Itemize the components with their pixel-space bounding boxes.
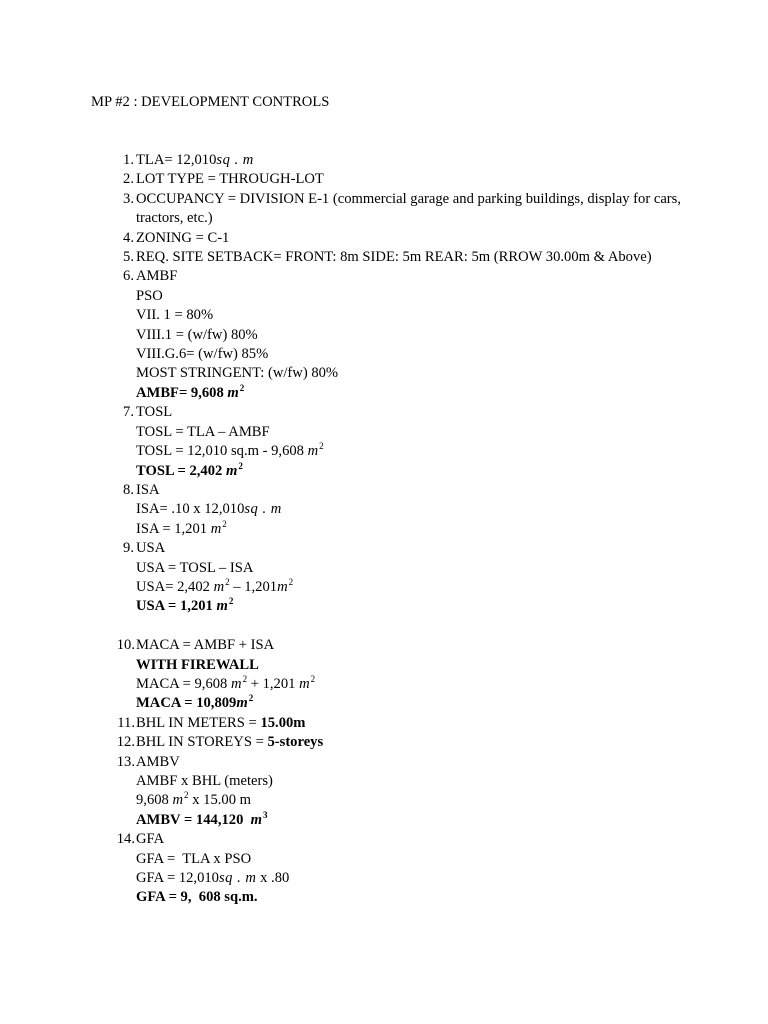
list-item-bhl-storeys [116, 733, 696, 752]
tla-unit: sq . m [216, 152, 254, 168]
item-number: 10. [116, 637, 135, 654]
list-item-setback [123, 248, 696, 267]
list-item-lot-type [123, 170, 696, 189]
bhl-storeys-text: BHL IN STOREYS = [136, 734, 268, 751]
item-number: 9. [123, 540, 134, 557]
ambv-calc: 9,608 [136, 792, 169, 809]
maca-calc: MACA = 9,608 [136, 675, 228, 692]
usa-heading: USA [136, 540, 166, 557]
spacer [136, 617, 696, 636]
item-number: 3. [123, 190, 134, 207]
development-controls-list [116, 151, 696, 908]
item-number: 6. [123, 268, 134, 285]
list-item-ambf: 6. AMBF PSO VII. 1 = 80% VIII.1 = (w/fw) 80% VIII.G.6= (w/fw) 85% MOST STRINGENT: (w/fw) 80% AMBF= 9,608 $m^2$ [136, 267, 696, 403]
ambv-result: AMBV = 144,120 [136, 811, 244, 828]
maca-subheading: WITH FIREWALL [136, 656, 259, 673]
ambf-line: VIII.G.6= (w/fw) 85% [136, 346, 269, 363]
list-item-isa: 8. ISA ISA= .10 x 12,010sq . m ISA = 1,201 $m^2$ [136, 481, 696, 539]
list-item-tla [123, 151, 696, 170]
ambv-formula: AMBF x BHL (meters) [136, 772, 273, 789]
ambf-line: VII. 1 = 80% [136, 307, 214, 324]
list-item-maca: 10. MACA = AMBF + ISA WITH FIREWALL MACA = 9,608 $m^2 + 1,201$ $m^2$ MACA = $10,809m^2$ [136, 636, 696, 714]
tosl-result: TOSL = 2,402 [136, 462, 223, 479]
zoning-text: ZONING = C-1 [136, 229, 230, 246]
tosl-formula: TOSL = TLA – AMBF [136, 423, 270, 440]
gfa-calc: GFA = 12,010 [136, 870, 219, 887]
lot-type-text: LOT TYPE = THROUGH-LOT [136, 171, 324, 188]
item-number: 4. [123, 229, 134, 246]
list-item-ambv: 13. AMBV AMBF x BHL (meters) 9,608 $m^2$ x 15.00 m AMBV = 144,120 $m^3$ [136, 753, 696, 831]
setback-text: REQ. SITE SETBACK= FRONT: 8m SIDE: 5m REAR: 5m (RROW 30.00m & Above) [136, 249, 652, 266]
bhl-storeys-value: 5-storeys [267, 734, 324, 751]
ambv-heading: AMBV [136, 753, 180, 770]
gfa-formula: GFA = TLA x PSO [136, 850, 252, 867]
tosl-calc: TOSL = 12,010 sq.m - 9,608 [136, 443, 304, 460]
list-item-occupancy [123, 190, 696, 229]
ambf-line: PSO [136, 287, 163, 304]
item-number: 11. [117, 714, 135, 731]
item-number: 14. [116, 831, 135, 848]
isa-formula: ISA= .10 x 12,010 [136, 501, 245, 518]
maca-result: MACA = 10,809 [136, 695, 237, 712]
ambf-heading: AMBF [136, 268, 178, 285]
item-number: 13. [116, 753, 135, 770]
item-number: 7. [123, 404, 134, 421]
ambf-line: MOST STRINGENT: (w/fw) 80% [136, 365, 339, 382]
list-item-tosl: 7. TOSL TOSL = TLA – AMBF TOSL = 12,010 sq.m - 9,608 $m^2$ TOSL = 2,402 $m^2$ [136, 403, 696, 481]
usa-result: USA = 1,201 [136, 598, 213, 615]
list-item-gfa: 14. GFA GFA = TLA x PSO GFA = 12,010sq . m x .80 GFA = 9, 608 sq.m. [136, 830, 696, 908]
tla-text: TLA= 12,010 [136, 152, 217, 168]
isa-heading: ISA [136, 481, 160, 498]
list-item-zoning [123, 229, 696, 248]
isa-result: ISA = 1,201 [136, 520, 208, 537]
item-number: 5. [123, 249, 134, 266]
bhl-meters-value: 15.00m [260, 714, 306, 731]
usa-calc: USA= 2,402 [136, 578, 210, 595]
ambf-line: VIII.1 = (w/fw) 80% [136, 326, 258, 343]
item-number: 8. [123, 481, 134, 498]
document-title: MP #2 : DEVELOPMENT CONTROLS [91, 94, 330, 110]
item-number: 12. [116, 734, 135, 751]
usa-formula: USA = TOSL – ISA [136, 559, 254, 576]
occupancy-text: OCCUPANCY = DIVISION E-1 (commercial garage and parking buildings, display for cars, tractors, etc.) [136, 190, 681, 227]
bhl-meters-text: BHL IN METERS = [136, 714, 261, 731]
maca-heading: MACA = AMBF + ISA [136, 637, 275, 654]
item-number: 1. [123, 152, 134, 168]
gfa-heading: GFA [136, 831, 165, 848]
ambf-result: AMBF= 9,608 [136, 384, 224, 401]
item-number: 2. [123, 171, 134, 188]
gfa-result: GFA = 9, 608 sq.m. [136, 889, 258, 906]
list-item-usa: 9. USA USA = TOSL – ISA USA= 2,402 $m^2 - 1,201m^2$ USA = 1,201 $m^2$ [136, 539, 696, 636]
tosl-heading: TOSL [136, 404, 173, 421]
list-item-bhl-meters [117, 714, 696, 733]
